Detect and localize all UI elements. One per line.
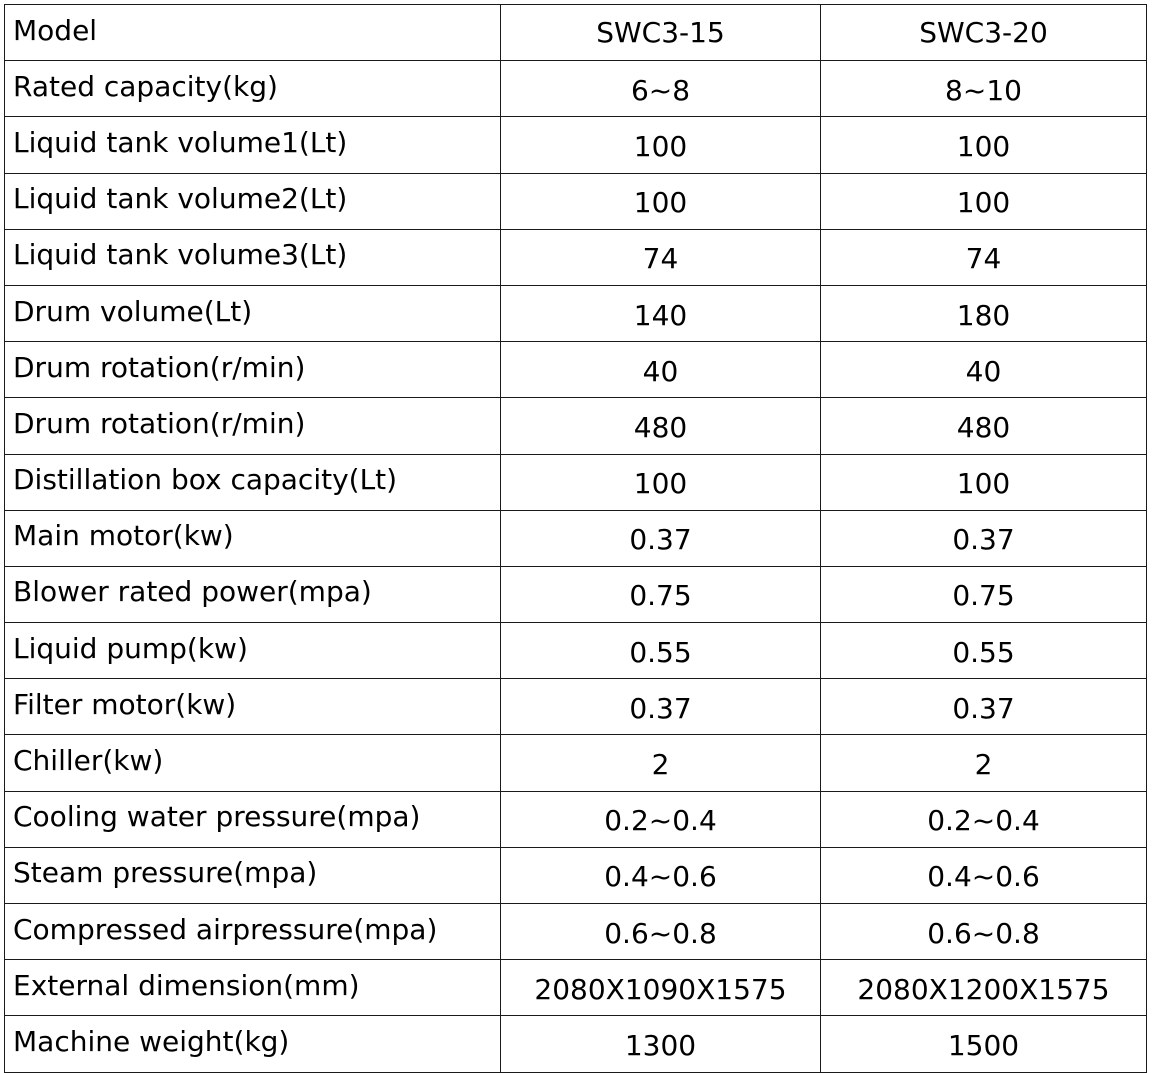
- row-value-model-2: 2080X1200X1575: [821, 960, 1147, 1016]
- table-row: [5, 735, 1147, 791]
- row-label: Steam pressure(mpa): [5, 847, 501, 903]
- row-value-model-1: 100: [501, 117, 821, 173]
- row-value-model-1: 0.37: [501, 679, 821, 735]
- row-label: Liquid tank volume3(Lt): [5, 229, 501, 285]
- table-row: [5, 229, 1147, 285]
- row-value-model-1: 100: [501, 173, 821, 229]
- table-row: [5, 566, 1147, 622]
- table-row: [5, 847, 1147, 903]
- row-value-model-2: 2: [821, 735, 1147, 791]
- row-label: External dimension(mm): [5, 960, 501, 1016]
- row-value-model-1: 140: [501, 285, 821, 341]
- row-label: Chiller(kw): [5, 735, 501, 791]
- row-label: Compressed airpressure(mpa): [5, 904, 501, 960]
- header-model-2: SWC3-20: [821, 5, 1147, 61]
- row-label: Drum volume(Lt): [5, 285, 501, 341]
- row-value-model-2: 0.4~0.6: [821, 847, 1147, 903]
- row-value-model-2: 40: [821, 342, 1147, 398]
- row-value-model-1: 2080X1090X1575: [501, 960, 821, 1016]
- row-value-model-2: 0.75: [821, 566, 1147, 622]
- row-label: Liquid pump(kw): [5, 623, 501, 679]
- row-label: Distillation box capacity(Lt): [5, 454, 501, 510]
- table-row: [5, 342, 1147, 398]
- row-value-model-1: 40: [501, 342, 821, 398]
- row-value-model-2: 100: [821, 173, 1147, 229]
- row-value-model-2: 8~10: [821, 61, 1147, 117]
- row-value-model-2: 480: [821, 398, 1147, 454]
- table-row: [5, 679, 1147, 735]
- row-value-model-1: 480: [501, 398, 821, 454]
- row-value-model-1: 100: [501, 454, 821, 510]
- row-value-model-1: 0.2~0.4: [501, 791, 821, 847]
- row-label: Cooling water pressure(mpa): [5, 791, 501, 847]
- row-value-model-1: 0.55: [501, 623, 821, 679]
- header-row: [5, 5, 1147, 61]
- header-model-1: SWC3-15: [501, 5, 821, 61]
- spec-table-body: [5, 5, 1147, 1073]
- table-row: [5, 1016, 1147, 1072]
- row-value-model-1: 0.4~0.6: [501, 847, 821, 903]
- row-value-model-1: 0.37: [501, 510, 821, 566]
- row-value-model-1: 0.75: [501, 566, 821, 622]
- table-row: [5, 173, 1147, 229]
- row-value-model-1: 1300: [501, 1016, 821, 1072]
- table-row: [5, 61, 1147, 117]
- table-row: [5, 791, 1147, 847]
- row-value-model-1: 0.6~0.8: [501, 904, 821, 960]
- row-value-model-2: 74: [821, 229, 1147, 285]
- row-value-model-2: 0.37: [821, 510, 1147, 566]
- table-row: [5, 904, 1147, 960]
- row-value-model-2: 100: [821, 454, 1147, 510]
- row-label: Rated capacity(kg): [5, 61, 501, 117]
- row-value-model-2: 180: [821, 285, 1147, 341]
- row-value-model-2: 1500: [821, 1016, 1147, 1072]
- table-row: [5, 285, 1147, 341]
- row-value-model-2: 0.37: [821, 679, 1147, 735]
- row-label: Liquid tank volume1(Lt): [5, 117, 501, 173]
- row-label: Drum rotation(r/min): [5, 342, 501, 398]
- row-label: Drum rotation(r/min): [5, 398, 501, 454]
- table-row: [5, 398, 1147, 454]
- row-label: Machine weight(kg): [5, 1016, 501, 1072]
- spec-table: [4, 4, 1147, 1073]
- header-model-label: Model: [5, 5, 501, 61]
- table-row: [5, 510, 1147, 566]
- table-row: [5, 960, 1147, 1016]
- row-label: Main motor(kw): [5, 510, 501, 566]
- row-value-model-2: 100: [821, 117, 1147, 173]
- table-row: [5, 623, 1147, 679]
- table-row: [5, 117, 1147, 173]
- row-value-model-2: 0.55: [821, 623, 1147, 679]
- row-label: Filter motor(kw): [5, 679, 501, 735]
- row-value-model-2: 0.6~0.8: [821, 904, 1147, 960]
- row-value-model-2: 0.2~0.4: [821, 791, 1147, 847]
- table-row: [5, 454, 1147, 510]
- row-label: Liquid tank volume2(Lt): [5, 173, 501, 229]
- row-label: Blower rated power(mpa): [5, 566, 501, 622]
- row-value-model-1: 74: [501, 229, 821, 285]
- row-value-model-1: 6~8: [501, 61, 821, 117]
- row-value-model-1: 2: [501, 735, 821, 791]
